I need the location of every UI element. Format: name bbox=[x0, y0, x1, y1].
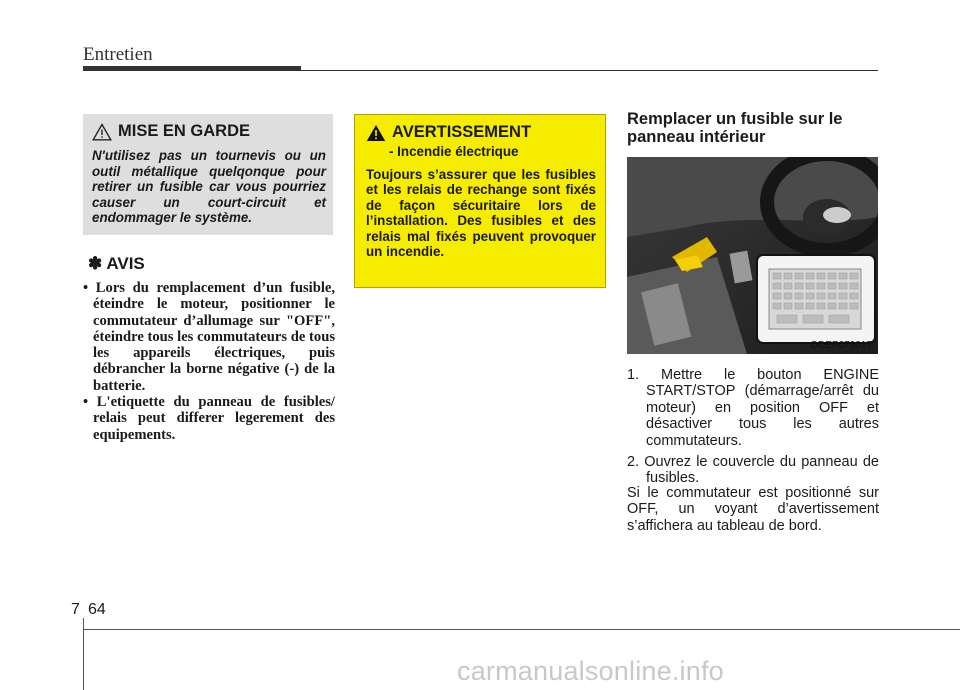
notice-item: • L'etiquette du panneau de fusibles/ relais peut differer legerement des equipements. bbox=[83, 394, 335, 443]
warning-box bbox=[354, 114, 606, 288]
footer-divider bbox=[83, 629, 960, 630]
step-item: 1. Mettre le bouton ENGINE START/STOP (démarrage/arrêt du moteur) en position OFF et désactiver tous les autres commutateurs. bbox=[627, 367, 879, 449]
warning-subtitle: - Incendie électrique bbox=[389, 144, 519, 159]
watermark: carmanualsonline.info bbox=[457, 656, 724, 686]
caution-header bbox=[92, 122, 326, 141]
info-paragraph: Si le commutateur est positionné sur OFF, un voyant d’avertissement s’affichera au tableau de bord. bbox=[627, 485, 879, 534]
caution-box bbox=[83, 114, 333, 235]
steps-list bbox=[627, 367, 879, 492]
header-divider bbox=[83, 70, 878, 71]
step-item: 2. Ouvrez le couvercle du panneau de fusibles. bbox=[627, 454, 879, 487]
section-title: Remplacer un fusible sur le panneau intérieur bbox=[627, 110, 843, 146]
warning-triangle-outline-icon bbox=[92, 123, 112, 141]
warning-header bbox=[366, 123, 596, 142]
caution-title: MISE EN GARDE bbox=[118, 122, 251, 140]
footer-vertical-divider bbox=[83, 618, 84, 690]
fuse-panel-photo bbox=[627, 157, 878, 354]
page-number: 64 bbox=[88, 601, 106, 618]
warning-text: Toujours s’assurer que les fusibles et les relais de rechange sont fixés de façon sécuritaire lors de l’installation. Des fusibles et des relais mal fixés peuvent provoquer un incendie. bbox=[366, 167, 596, 260]
chapter-number: 7 bbox=[71, 601, 80, 618]
notice-title: ✽ AVIS bbox=[88, 254, 145, 273]
page-header-title: Entretien bbox=[83, 44, 153, 65]
warning-triangle-filled-icon bbox=[366, 124, 386, 142]
fuse-panel-illustration bbox=[627, 157, 878, 354]
notice-list bbox=[83, 280, 335, 443]
notice-item: • Lors du remplacement d’un fusible, éteindre le moteur, positionner le commutateur d’allumage sur "OFF", éteindre tous les commutateurs de tous les appareils électriques, puis débrancher la borne négative (-) de la batterie. bbox=[83, 280, 335, 394]
image-caption: ODEP079017 bbox=[810, 340, 872, 351]
caution-text: N'utilisez pas un tournevis ou un outil métallique quelqonque pour retirer un fusible car vous pourriez causer un court-circuit et endommager le système. bbox=[92, 148, 326, 225]
warning-title: AVERTISSEMENT bbox=[392, 123, 532, 141]
